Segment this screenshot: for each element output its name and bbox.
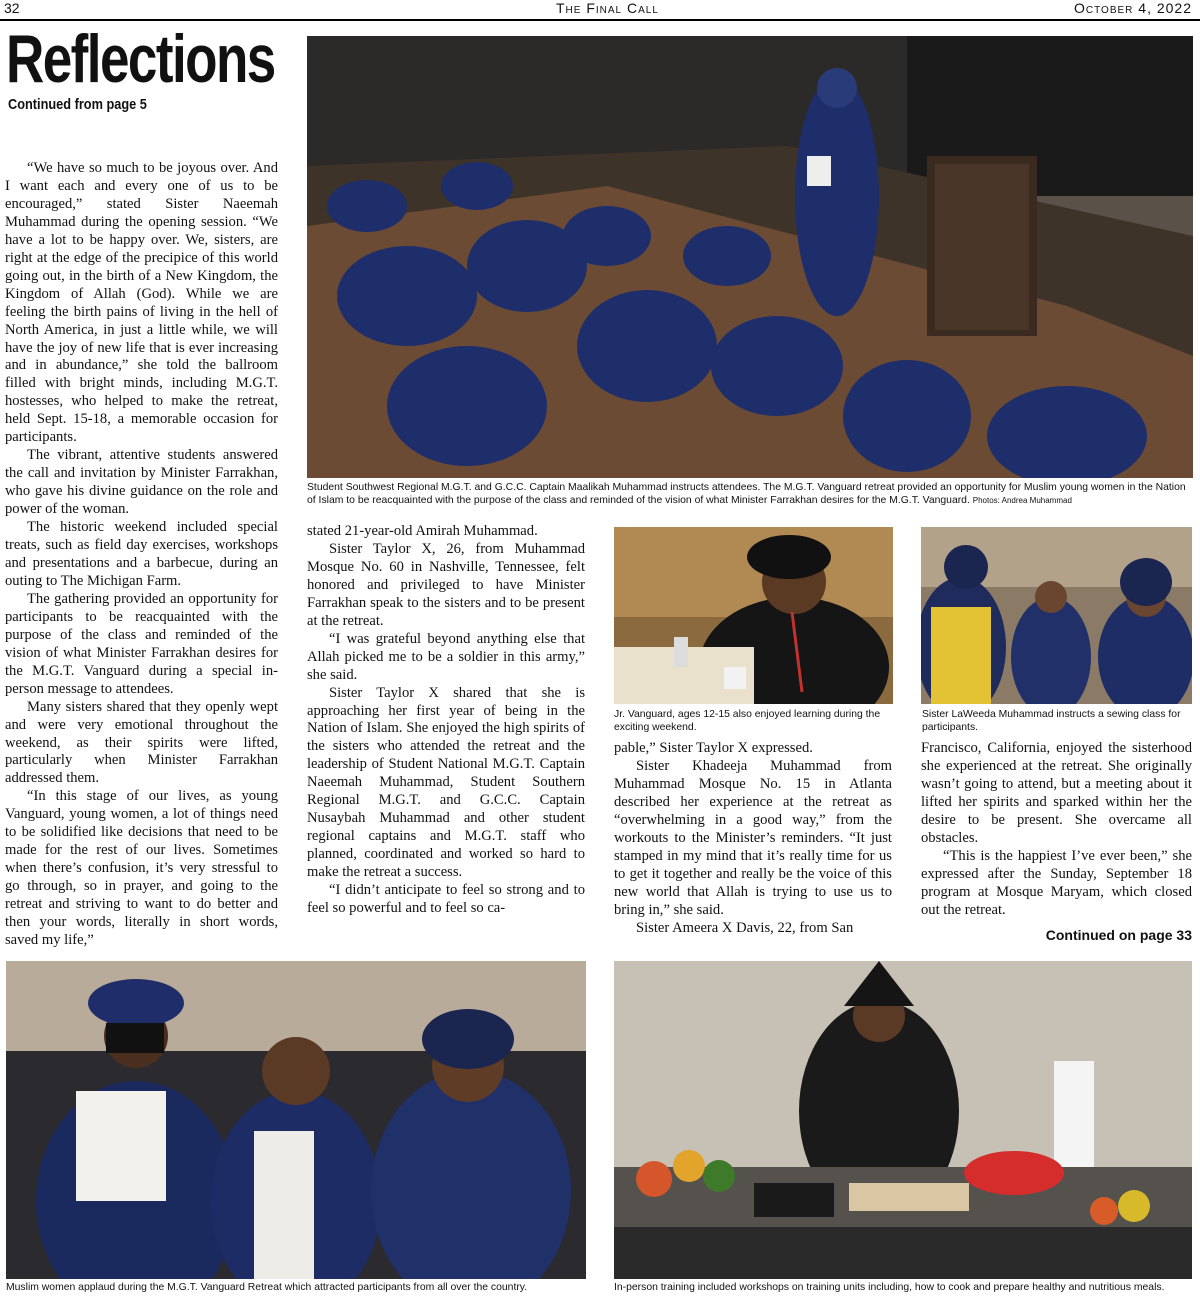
- continued-from: Continued from page 5: [8, 96, 147, 113]
- photo-jr-vanguard: [614, 527, 893, 704]
- paragraph: The vibrant, attentive students answered the call and invitation by Minister Farrakhan, who gave his divine guidance on the role and power of the woman.: [5, 447, 278, 518]
- paragraph: “In this stage of our lives, as young Vanguard, young women, a lot of things need to be solidified like decisions that need to be made for the rest of our lives. Sometimes when there’s confusion, it’s very stressful to go through, so in prayer, and going to the retreat and striving to want to do better and then your words, literally in short words, saved my life,”: [5, 788, 278, 948]
- photo-cooking: [614, 961, 1192, 1279]
- paragraph: “I was grateful beyond anything else that Allah picked me to be a soldier in this army,” she said.: [307, 630, 585, 683]
- paragraph: “I didn’t anticipate to feel so strong and to feel so powerful and to feel so ca-: [307, 882, 585, 917]
- cooking-caption: In-person training included workshops on training units including, how to cook and prepare healthy and nutritious meals.: [614, 1282, 1165, 1293]
- photo-credit: Photos: Andrea Muhammad: [972, 496, 1072, 505]
- paragraph: “We have so much to be joyous over. And I want each and every one of us to be encouraged,” stated Sister Naeemah Muhammad during the opening session. “We have a lot to be happy over. We, sisters, are right at the edge of the precipice of this world going out, in the birth of a New Kingdom, the Kingdom of Allah (God). While we are feeling the birth pains of living in the hell of North America, in just a little while, we will have the joy of new life that is ever increasing and in abundance,” she told the ballroom filled with bright minds, including M.G.T. hostesses, who helped to make the retreat, held Sept. 15-18, a memorable occasion for participants.: [5, 160, 278, 446]
- article-column-2: [307, 523, 585, 918]
- photo-sewing-class: [921, 527, 1192, 704]
- publication-name: The Final Call: [556, 0, 659, 16]
- paragraph: Sister Khadeeja Muhammad from Muhammad Mosque No. 15 in Atlanta described her experience at the retreat as “overwhelming in a good way,” from the workouts to the Minister’s reminders. “It just stamped in my mind that it’s really time for us to get it together and really be the voice of this new world that Allah is trying to use us to bring in,” she said.: [614, 757, 892, 918]
- photo-applause: [6, 961, 586, 1279]
- article-column-1: [5, 160, 278, 950]
- issue-date: October 4, 2022: [1074, 0, 1192, 16]
- paragraph: pable,” Sister Taylor X expressed.: [614, 740, 813, 756]
- page-number: 32: [4, 0, 20, 16]
- paragraph: stated 21-year-old Amirah Muhammad.: [307, 523, 538, 539]
- article-column-4: [921, 740, 1192, 920]
- paragraph: Sister Ameera X Davis, 22, from San: [636, 919, 854, 936]
- paragraph: Francisco, California, enjoyed the sisterhood she experienced at the retreat. She originally wasn’t going to attend, but a meeting about it lifted her spirits and sparked within her the desire to be present. She overcame all obstacles.: [921, 740, 1192, 846]
- paragraph: Sister Taylor X shared that she is approaching her first year of being in the Nation of Islam. She enjoyed the high spirits of the sisters who attended the retreat and the leadership of Student National M.G.T. Captain Naeemah Muhammad, Student Southern Regional M.G.T. and G.C.C. Captain Nusaybah Muhammad and other student regional captains and M.G.T. staff who planned, coordinated and worked so hard to make the retreat a success.: [307, 684, 585, 881]
- paragraph: The historic weekend included special treats, such as field day exercises, workshops and presentations and a barbecue, during an outing to The Michigan Farm.: [5, 519, 278, 589]
- paragraph: Sister Taylor X, 26, from Muhammad Mosque No. 60 in Nashville, Tennessee, felt honored and privileged to have Minister Farrakhan speak to the sisters and to be present at the retreat.: [307, 540, 585, 629]
- page-title: Reflections: [6, 21, 275, 97]
- main-caption-text: Student Southwest Regional M.G.T. and G.C.C. Captain Maalikah Muhammad instructs attendees. The M.G.T. Vanguard retreat provided an opportunity for Muslim young women in the Nation of Islam to be reacquainted with the purpose of the class and reminded of the vision of what Minister Farrakhan desires for the M.G.T. Vanguard.: [307, 482, 1186, 506]
- jr-vanguard-caption: Jr. Vanguard, ages 12-15 also enjoyed learning during the exciting weekend.: [614, 709, 881, 733]
- main-photo-lecture: [307, 36, 1193, 478]
- paragraph: “This is the happiest I’ve ever been,” she expressed after the Sunday, September 18 program at Mosque Maryam, which closed out the retreat.: [921, 847, 1192, 918]
- sewing-caption: Sister LaWeeda Muhammad instructs a sewing class for participants.: [922, 709, 1181, 733]
- paragraph: The gathering provided an opportunity for participants to be reacquainted with the purpose of the class and reminded of the vision of what Minister Farrakhan desires for the M.G.T. Vanguard during a special in-person message to attendees.: [5, 590, 278, 697]
- article-column-3: [614, 740, 892, 937]
- main-photo-caption: [307, 481, 1193, 507]
- applause-caption: Muslim women applaud during the M.G.T. Vanguard Retreat which attracted participants from all over the country.: [6, 1282, 528, 1293]
- paragraph: Many sisters shared that they openly wept and were very emotional throughout the weekend, as their spirits were lifted, particularly when Minister Farrakhan addressed them.: [5, 698, 278, 787]
- continued-on: Continued on page 33: [1045, 927, 1192, 943]
